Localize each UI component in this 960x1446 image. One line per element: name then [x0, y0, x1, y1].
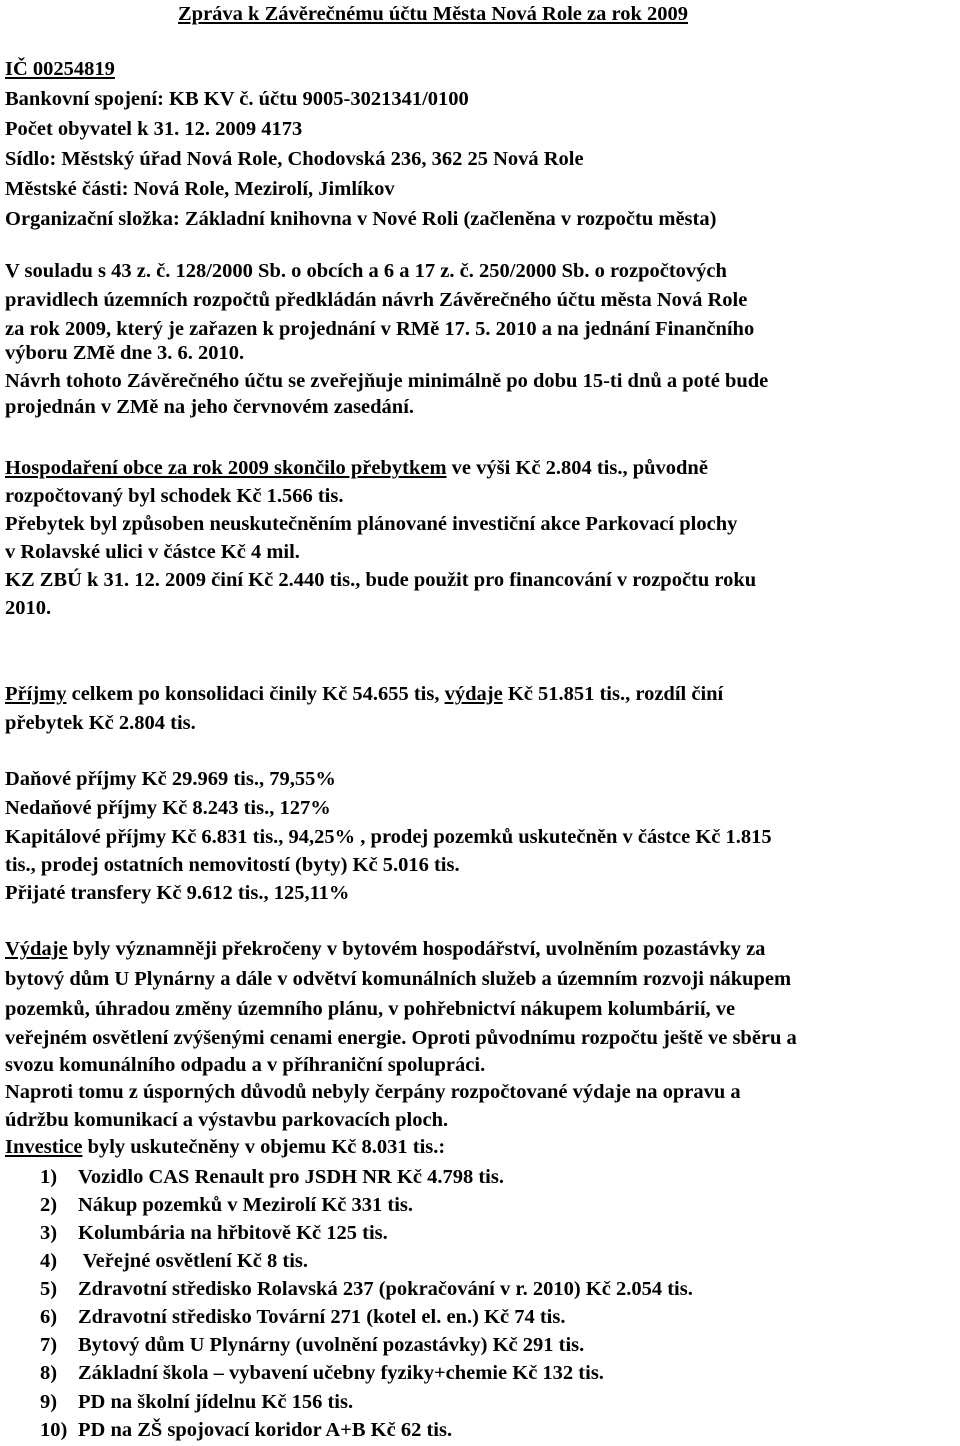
expenses-line: veřejném osvětlení zvýšenými cenami energie. Oproti původnímu rozpočtu ještě ve sběru a — [5, 1027, 797, 1049]
list-number: 4) — [40, 1250, 58, 1272]
income-line: tis., prodej ostatních nemovitostí (byty) Kč 5.016 tis. — [5, 854, 460, 876]
list-number: 9) — [40, 1391, 58, 1413]
list-text: Nákup pozemků v Mezirolí Kč 331 tis. — [78, 1194, 414, 1216]
income-line: Přijaté transfery Kč 9.612 tis., 125,11% — [5, 882, 350, 904]
intro-line: Návrh tohoto Závěrečného účtu se zveřejňuje minimálně po dobu 15-ti dnů a poté bude — [5, 370, 769, 392]
expenses-line — [5, 936, 765, 962]
list-number: 5) — [40, 1278, 58, 1300]
org-line: Organizační složka: Základní knihovna v Nové Roli (začleněna v rozpočtu města) — [5, 208, 717, 230]
ic-line: IČ 00254819 — [5, 58, 115, 80]
result-line: Přebytek byl způsoben neuskutečněním plánované investiční akce Parkovací plochy — [5, 513, 738, 535]
list-item — [40, 1248, 308, 1274]
result-line: KZ ZBÚ k 31. 12. 2009 činí Kč 2.440 tis., bude použit pro financování v rozpočtu roku — [5, 569, 757, 591]
intro-line: projednán v ZMě na jeho červnovém zasedání. — [5, 396, 415, 418]
investments-line — [5, 1134, 445, 1160]
intro-line: výboru ZMě dne 3. 6. 2010. — [5, 342, 245, 364]
list-item — [40, 1276, 693, 1302]
totals-line — [5, 681, 723, 707]
income-line: Daňové příjmy Kč 29.969 tis., 79,55% — [5, 768, 336, 790]
expenses-heading: Výdaje — [5, 938, 68, 960]
list-item — [40, 1332, 584, 1358]
list-text: Zdravotní středisko Tovární 271 (kotel el. en.) Kč 74 tis. — [78, 1306, 566, 1328]
investments-label: Investice — [5, 1136, 83, 1158]
population-line: Počet obyvatel k 31. 12. 2009 4173 — [5, 118, 303, 140]
list-text: Vozidlo CAS Renault pro JSDH NR Kč 4.798 tis. — [78, 1166, 504, 1188]
list-item — [40, 1304, 565, 1330]
list-item — [40, 1417, 452, 1443]
expenses-line: Naproti tomu z úsporných důvodů nebyly čerpány rozpočtované výdaje na opravu a — [5, 1081, 741, 1103]
list-number: 1) — [40, 1166, 58, 1188]
intro-line: V souladu s 43 z. č. 128/2000 Sb. o obcích a 6 a 17 z. č. 250/2000 Sb. o rozpočtových — [5, 260, 727, 282]
result-label: Hospodaření obce za rok 2009 skončilo přebytkem — [5, 457, 447, 479]
result-line: rozpočtovaný byl schodek Kč 1.566 tis. — [5, 485, 344, 507]
income-line: Nedaňové příjmy Kč 8.243 tis., 127% — [5, 797, 331, 819]
totals-text: celkem po konsolidaci činily Kč 54.655 tis, — [66, 683, 445, 705]
list-number: 3) — [40, 1222, 58, 1244]
intro-line: pravidlech územních rozpočtů předkládán návrh Závěrečného účtu města Nová Role — [5, 289, 748, 311]
result-line: v Rolavské ulici v částce Kč 4 mil. — [5, 541, 300, 563]
list-text: Zdravotní středisko Rolavská 237 (pokračování v r. 2010) Kč 2.054 tis. — [78, 1278, 693, 1300]
investments-text: byly uskutečněny v objemu Kč 8.031 tis.: — [82, 1136, 446, 1158]
totals-text: Kč 51.851 tis., rozdíl činí — [502, 683, 724, 705]
list-item — [40, 1389, 353, 1415]
list-text: PD na školní jídelnu Kč 156 tis. — [78, 1391, 354, 1413]
list-item — [40, 1220, 388, 1246]
expenses-text: byly významněji překročeny v bytovém hospodářství, uvolněním pozastávky za — [67, 938, 766, 960]
list-item — [40, 1192, 413, 1218]
result-text: ve výši Kč 2.804 tis., původně — [446, 457, 708, 479]
seat-line: Sídlo: Městský úřad Nová Role, Chodovská 236, 362 25 Nová Role — [5, 148, 584, 170]
list-number: 6) — [40, 1306, 58, 1328]
list-text: Základní škola – vybavení učebny fyziky+chemie Kč 132 tis. — [78, 1362, 604, 1384]
income-label: Příjmy — [5, 683, 67, 705]
parts-line: Městské části: Nová Role, Mezirolí, Jimlíkov — [5, 178, 395, 200]
list-number: 10) — [40, 1419, 68, 1441]
result-line: 2010. — [5, 597, 52, 619]
list-number: 2) — [40, 1194, 58, 1216]
expenses-line: pozemků, úhradou změny územního plánu, v pohřebnictví nákupem kolumbárií, ve — [5, 998, 736, 1020]
expenses-line: bytový dům U Plynárny a dále v odvětví komunálních služeb a územním rozvoji nákupem — [5, 968, 792, 990]
list-item — [40, 1164, 504, 1190]
list-item — [40, 1360, 604, 1386]
list-text: Veřejné osvětlení Kč 8 tis. — [78, 1250, 309, 1272]
totals-line: přebytek Kč 2.804 tis. — [5, 712, 196, 734]
income-line: Kapitálové příjmy Kč 6.831 tis., 94,25% , prodej pozemků uskutečněn v částce Kč 1.815 — [5, 826, 772, 848]
bank-line: Bankovní spojení: KB KV č. účtu 9005-3021341/0100 — [5, 88, 469, 110]
list-text: PD na ZŠ spojovací koridor A+B Kč 62 tis. — [78, 1419, 453, 1441]
intro-line: za rok 2009, který je zařazen k projednání v RMě 17. 5. 2010 a na jednání Finančního — [5, 318, 755, 340]
expenses-line: svozu komunálního odpadu a v příhraniční spolupráci. — [5, 1054, 486, 1076]
expenses-line: údržbu komunikací a výstavbu parkovacích ploch. — [5, 1109, 449, 1131]
list-text: Bytový dům U Plynárny (uvolnění pozastávky) Kč 291 tis. — [78, 1334, 585, 1356]
expenses-label: výdaje — [444, 683, 503, 705]
list-text: Kolumbária na hřbitově Kč 125 tis. — [78, 1222, 388, 1244]
result-line — [5, 455, 708, 481]
list-number: 8) — [40, 1362, 58, 1384]
page-title: Zpráva k Závěrečnému účtu Města Nová Role za rok 2009 — [178, 3, 688, 25]
list-number: 7) — [40, 1334, 58, 1356]
